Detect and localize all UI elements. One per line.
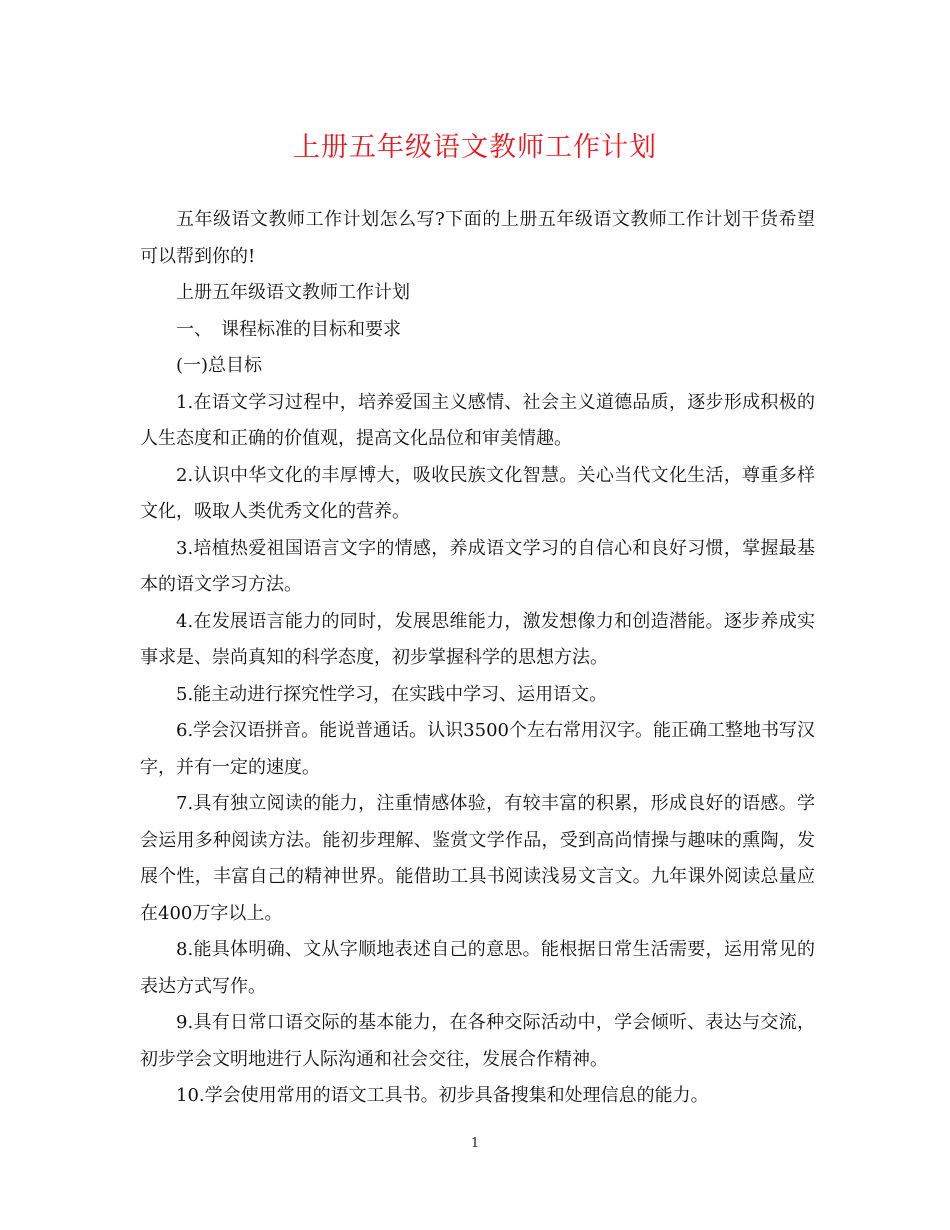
document-body <box>140 202 815 1115</box>
document-title: 上册五年级语文教师工作计划 <box>293 132 657 163</box>
goal-item-10: 10.学会使用常用的语文工具书。初步具备搜集和处理信息的能力。 <box>176 1085 709 1106</box>
goal-item-5: 5.能主动进行探究性学习，在实践中学习、运用语文。 <box>176 683 608 705</box>
subsection-heading: (一)总目标 <box>176 355 263 376</box>
goal-item-6: 6.学会汉语拼音。能说普通话。认识3500个左右常用汉字。能正确工整地书写汉字，并有一定的速度。 <box>140 720 815 778</box>
goal-item-7: 7.具有独立阅读的能力，注重情感体验，有较丰富的积累，形成良好的语感。学会运用多种阅读方法。能初步理解、鉴赏文学作品，受到高尚情操与趣味的熏陶，发展个性，丰富自己的精神世界。能借助工具书阅读浅易文言文。九年课外阅读总量应在400万字以上。 <box>140 793 815 924</box>
subtitle-paragraph: 上册五年级语文教师工作计划 <box>176 282 410 303</box>
page-number: 1 <box>470 1136 480 1151</box>
intro-paragraph: 五年级语文教师工作计划怎么写?下面的上册五年级语文教师工作计划干货希望可以帮到你的! <box>140 209 815 267</box>
goal-item-2: 2.认识中华文化的丰厚博大，吸收民族文化智慧。关心当代文化生活，尊重多样文化，吸取人类优秀文化的营养。 <box>140 464 815 522</box>
section-heading: 一、 课程标准的目标和要求 <box>176 318 401 340</box>
goal-item-4: 4.在发展语言能力的同时，发展思维能力，激发想像力和创造潜能。逐步养成实事求是、崇尚真知的科学态度，初步掌握科学的思想方法。 <box>140 610 815 668</box>
goal-item-8: 8.能具体明确、文从字顺地表述自己的意思。能根据日常生活需要，运用常见的表达方式写作。 <box>140 939 815 997</box>
goal-item-3: 3.培植热爱祖国语言文字的情感，养成语文学习的自信心和良好习惯，掌握最基本的语文学习方法。 <box>140 537 815 595</box>
goal-item-9: 9.具有日常口语交际的基本能力，在各种交际活动中，学会倾听、表达与交流，初步学会文明地进行人际沟通和社会交往，发展合作精神。 <box>140 1012 815 1070</box>
goal-item-1: 1.在语文学习过程中，培养爱国主义感情、社会主义道德品质，逐步形成积极的人生态度和正确的价值观，提高文化品位和审美情趣。 <box>140 391 815 449</box>
